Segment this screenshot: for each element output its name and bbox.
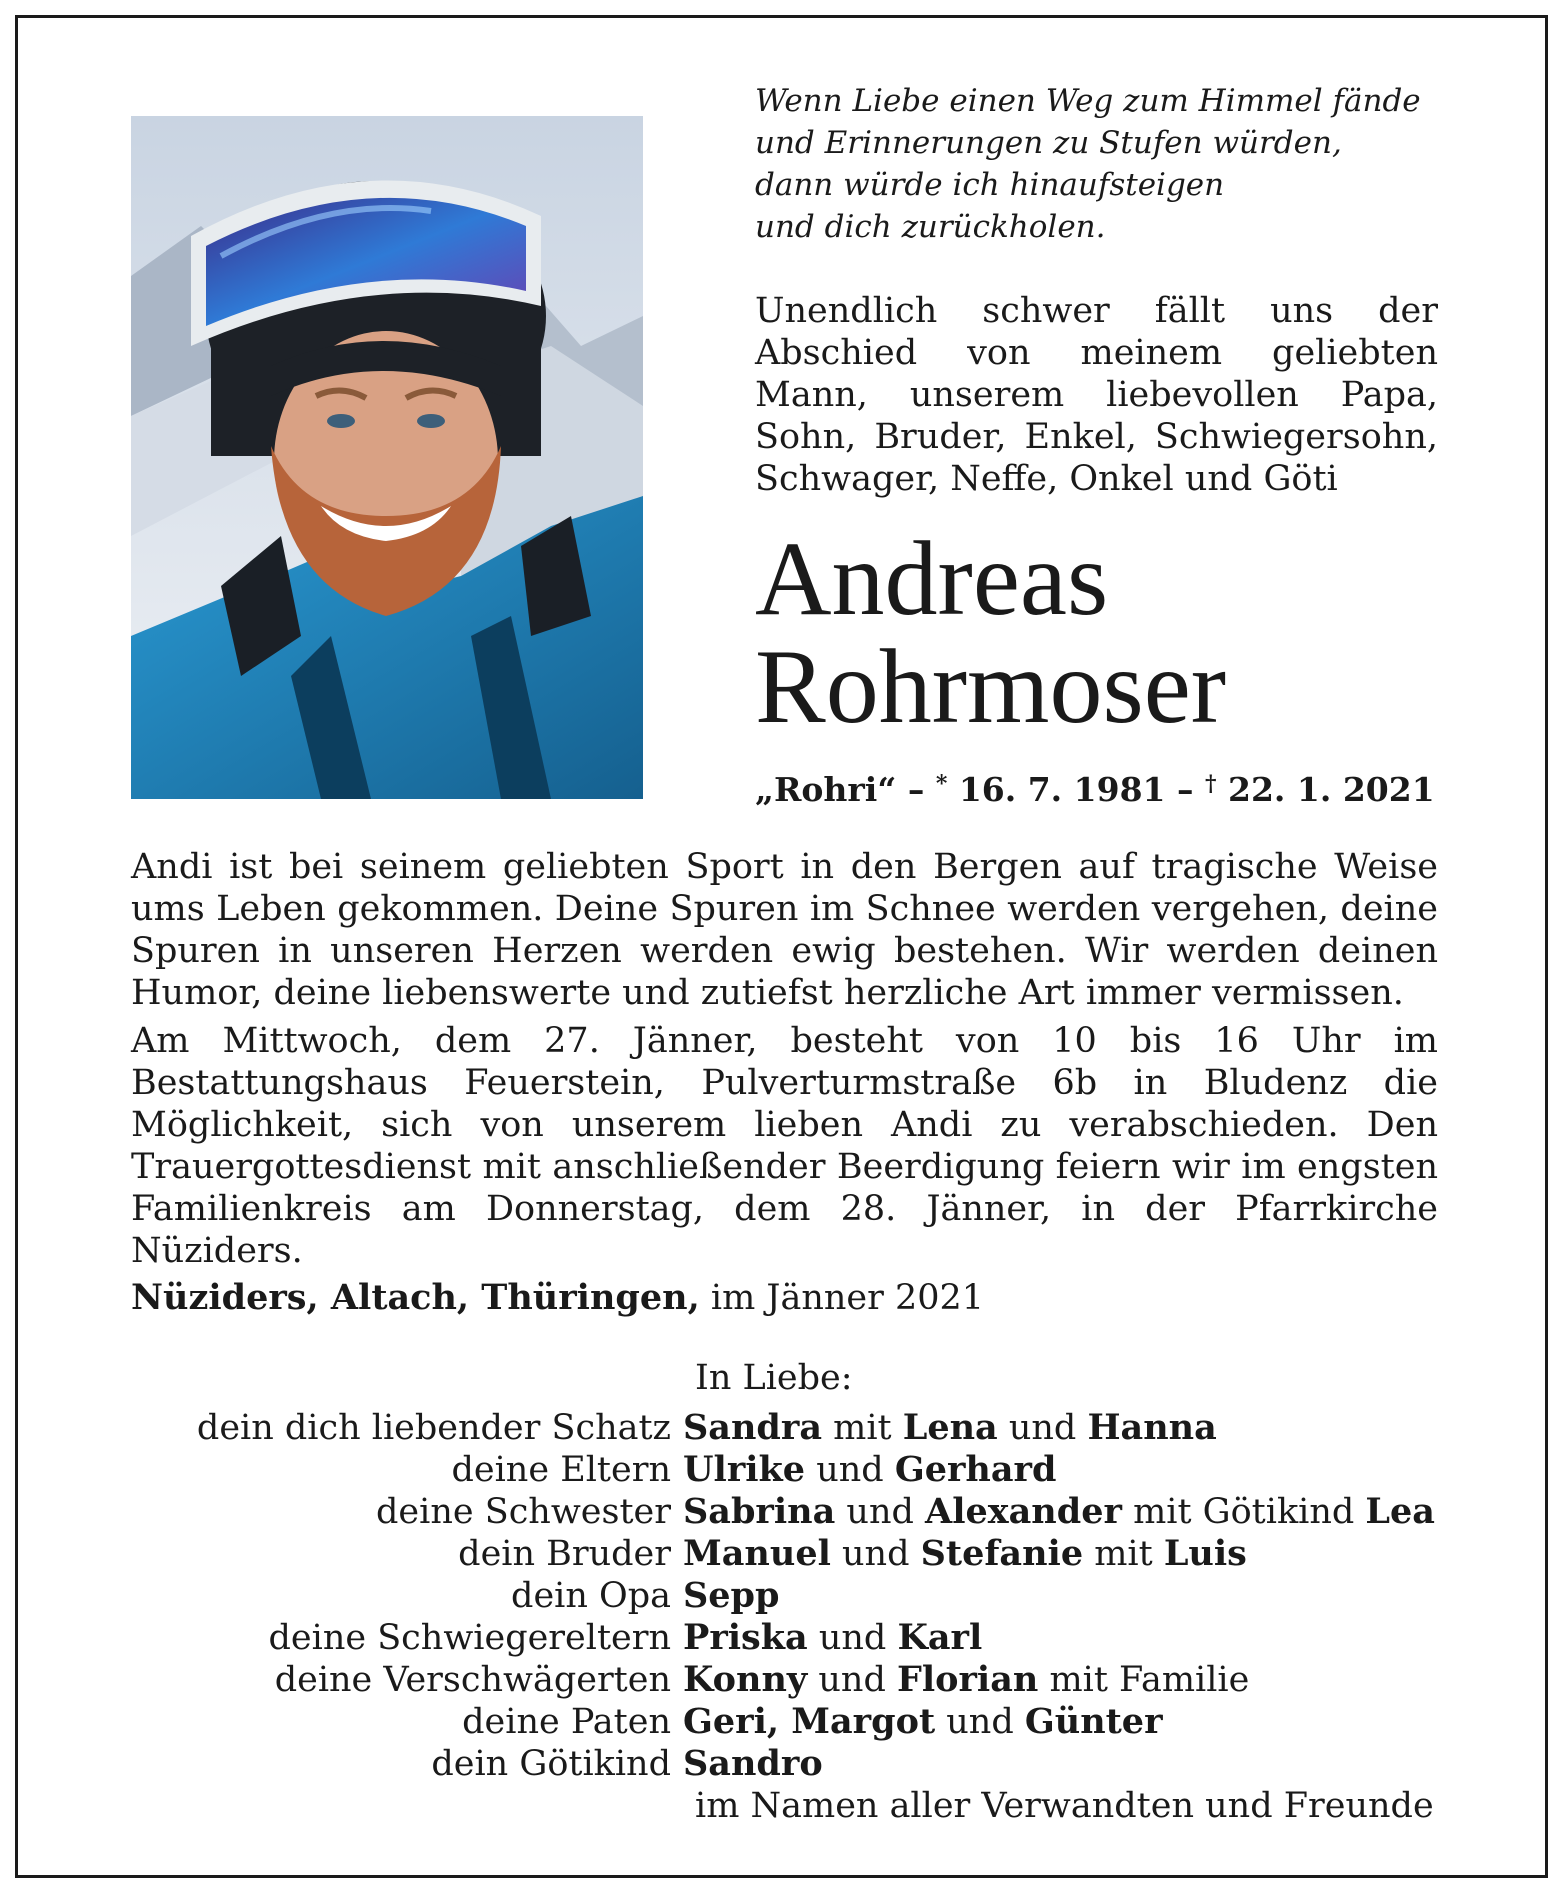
mourner-name: Sepp	[683, 1575, 780, 1616]
mourner-name: Sandro	[683, 1743, 823, 1784]
mourners-list	[131, 1407, 1461, 1785]
mourner-connector: und	[835, 1492, 926, 1532]
poem-line: Wenn Liebe einen Weg zum Himmel fände	[755, 83, 1421, 119]
mourner-name: Sabrina	[683, 1491, 836, 1532]
mourner-name: Karl	[897, 1617, 983, 1658]
mourner-name: Konny	[683, 1659, 808, 1700]
mourner-name: Sandra	[683, 1407, 822, 1448]
mourner-row	[131, 1701, 1461, 1743]
poem	[755, 80, 1455, 248]
mourner-name: Florian	[896, 1659, 1039, 1700]
death-symbol: †	[1205, 771, 1217, 797]
dash: –	[1165, 770, 1205, 809]
body-paragraph: Andi ist bei seinem geliebten Sport in den Bergen auf tragische Weise ums Leben gekommen. Deine Spuren im Schnee werden vergehen, deine Spuren in unseren Herzen werden ewig bestehen. Wir werden deinen Humor, deine liebenswerte und zutiefst herzliche Art immer vermissen.	[131, 847, 1438, 1013]
mourner-connector: mit Götikind	[1121, 1492, 1366, 1532]
farewell-intro: Unendlich schwer fällt uns der Abschied von meinem geliebten Mann, unserem liebevollen Papa, Sohn, Bruder, Enkel, Schwiegersohn, Schwager, Neffe, Onkel und Göti	[755, 291, 1438, 499]
mourner-relation: dein Götikind	[431, 1744, 671, 1784]
place-date	[131, 1277, 984, 1319]
month-year: im Jänner 2021	[699, 1278, 985, 1318]
deceased-name	[755, 520, 1227, 745]
dash: –	[896, 770, 936, 809]
mourner-connector: und	[807, 1618, 898, 1658]
body-paragraph: Am Mittwoch, dem 27. Jänner, besteht von 10 bis 16 Uhr im Bestattungshaus Feuerstein, Pulverturmstraße 6b in Bludenz die Möglichkeit, sich von unserem lieben Andi zu verabschieden. Den Trauergottesdienst mit anschließender Beerdigung feiern wir im engsten Familienkreis am Donnerstag, dem 28. Jänner, in der Pfarrkirche Nüziders.	[131, 1021, 1438, 1271]
mourner-connector: mit	[822, 1408, 903, 1448]
mourner-name: Günter	[1024, 1701, 1163, 1742]
life-dates	[755, 762, 1435, 812]
mourner-names	[683, 1491, 1435, 1533]
mourner-name: Gerhard	[894, 1449, 1057, 1490]
mourner-name: Ulrike	[683, 1449, 806, 1490]
mourner-row	[131, 1659, 1461, 1701]
obituary-body	[131, 846, 1438, 1278]
birth-symbol: *	[935, 771, 948, 797]
portrait-illustration	[131, 116, 643, 799]
mourner-relation: dein Bruder	[458, 1534, 671, 1574]
poem-line: und dich zurückholen.	[755, 209, 1106, 245]
mourner-row	[131, 1575, 1461, 1617]
mourner-connector: mit	[1083, 1534, 1164, 1574]
in-liebe-heading: In Liebe:	[695, 1358, 853, 1398]
mourner-connector: mit Familie	[1038, 1660, 1250, 1700]
mourner-names	[683, 1449, 1056, 1491]
poem-line: dann würde ich hinaufsteigen	[755, 167, 1225, 203]
mourner-row	[131, 1617, 1461, 1659]
mourner-name: Alexander	[925, 1491, 1122, 1532]
mourner-relation: deine Schwiegereltern	[268, 1618, 671, 1658]
mourner-relation: deine Verschwägerten	[274, 1660, 671, 1700]
mourner-connector: und	[807, 1660, 897, 1700]
mourner-relation: dein Opa	[511, 1576, 671, 1616]
last-name: Rohrmoser	[755, 628, 1227, 745]
mourner-name: Hanna	[1087, 1407, 1217, 1448]
mourner-name: Lea	[1365, 1491, 1435, 1532]
mourner-names	[683, 1701, 1163, 1743]
mourner-name: Stefanie	[920, 1533, 1084, 1574]
death-date: 22. 1. 2021	[1216, 770, 1435, 809]
mourner-names	[683, 1533, 1247, 1575]
mourner-connector: und	[997, 1408, 1088, 1448]
mourner-names	[683, 1575, 780, 1617]
towns: Nüziders, Altach, Thüringen,	[131, 1277, 700, 1318]
mourner-name: Luis	[1163, 1533, 1247, 1574]
mourner-row	[131, 1743, 1461, 1785]
mourner-row	[131, 1533, 1461, 1575]
mourner-name: Priska	[683, 1617, 808, 1658]
mourner-relation: dein dich liebender Schatz	[196, 1408, 671, 1448]
mourner-relation: deine Schwester	[376, 1492, 671, 1532]
mourner-row	[131, 1449, 1461, 1491]
nickname: „Rohri“	[755, 770, 897, 809]
poem-line: und Erinnerungen zu Stufen würden,	[755, 125, 1342, 161]
mourner-relation: deine Eltern	[451, 1450, 671, 1490]
mourner-row	[131, 1407, 1461, 1449]
mourner-names	[683, 1407, 1217, 1449]
mourner-connector: und	[805, 1450, 895, 1490]
mourner-connector: und	[830, 1534, 921, 1574]
birth-date: 16. 7. 1981	[947, 770, 1166, 809]
mourner-connector: und	[935, 1702, 1025, 1742]
mourner-relation: deine Paten	[462, 1702, 671, 1742]
mourner-name: Geri, Margot	[683, 1701, 936, 1742]
mourner-name: Lena	[902, 1407, 998, 1448]
mourner-names	[683, 1659, 1249, 1701]
mourner-row	[131, 1491, 1461, 1533]
mourner-names	[683, 1617, 982, 1659]
mourner-name: Manuel	[683, 1533, 831, 1574]
mourner-names	[683, 1743, 823, 1785]
portrait-photo	[131, 116, 643, 799]
first-name: Andreas	[755, 520, 1109, 637]
closing-line: im Namen aller Verwandten und Freunde	[695, 1786, 1434, 1826]
